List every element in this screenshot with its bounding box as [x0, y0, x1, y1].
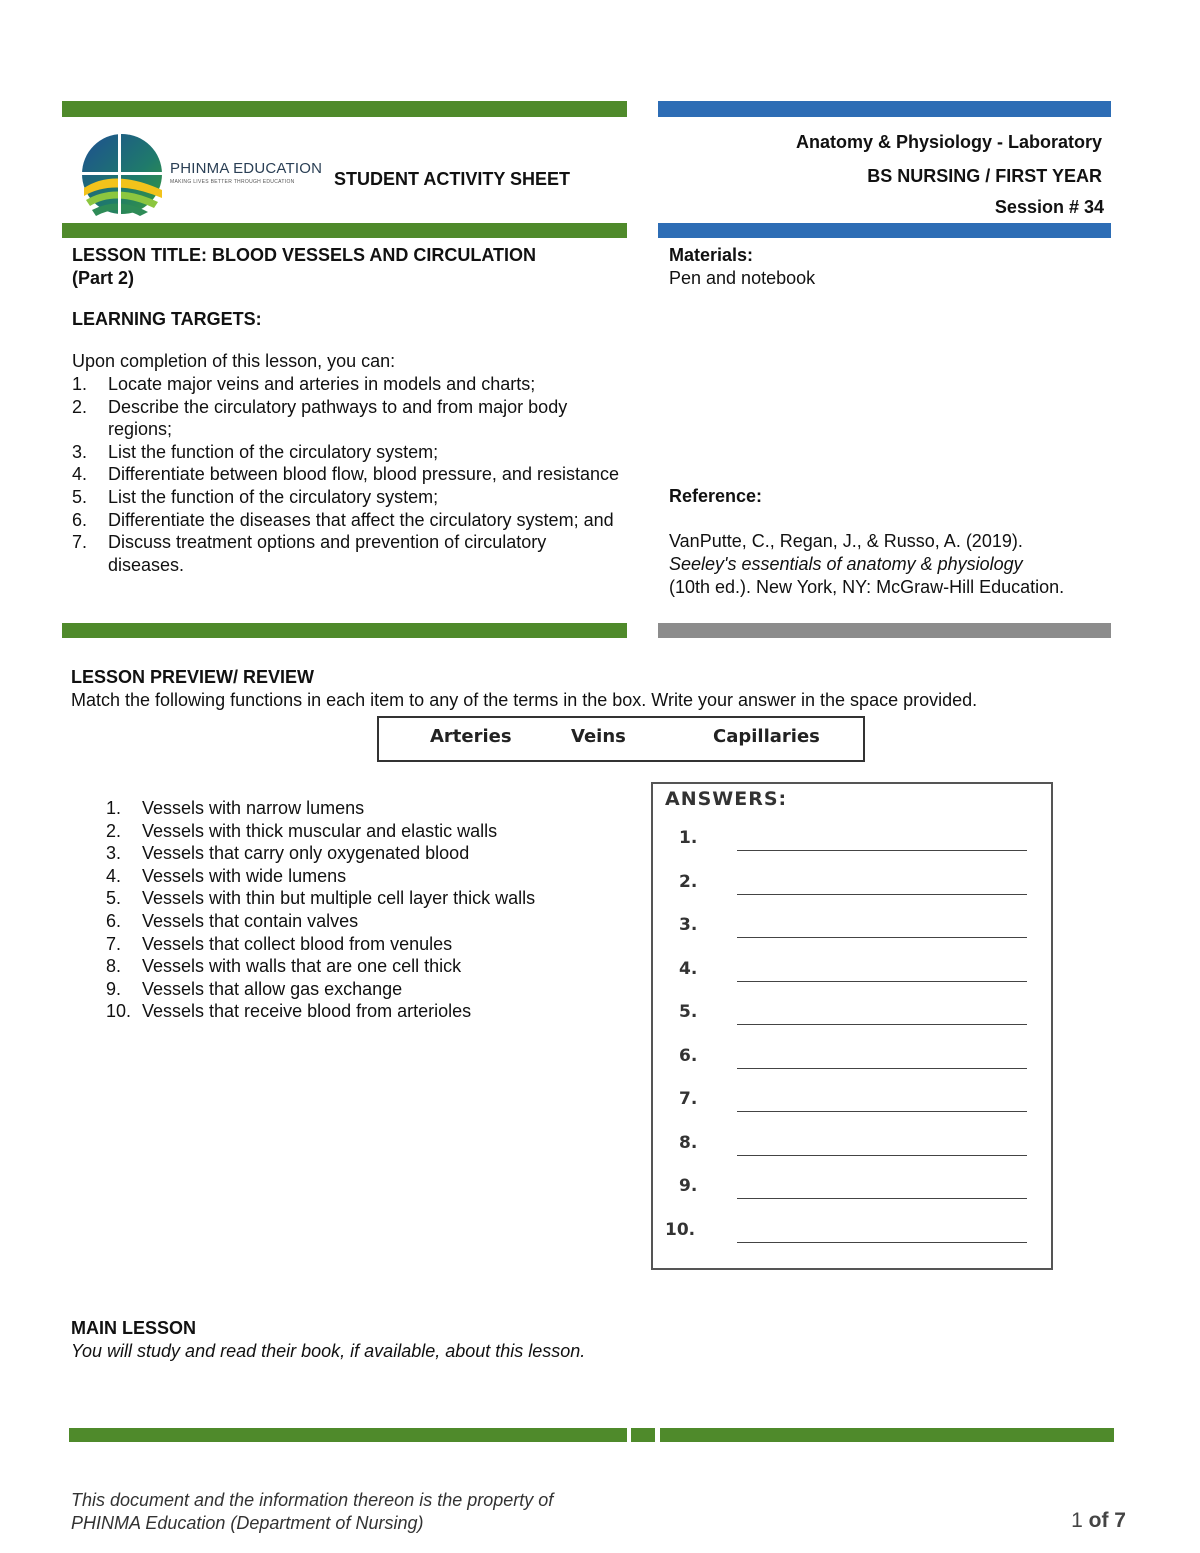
preview-item-text: Vessels with thin but multiple cell layer thick walls [142, 888, 536, 909]
preview-item [106, 865, 626, 888]
page-total: of 7 [1088, 1509, 1126, 1532]
materials-section [669, 244, 1109, 290]
footer-line-1: This document and the information thereon is the property of [71, 1490, 554, 1510]
learning-targets-heading: LEARNING TARGETS: [72, 309, 262, 329]
preview-instruction: Match the following functions in each item to any of the terms in the box. Write your answer in the space provided. [71, 690, 978, 710]
learning-target-text: Locate major veins and arteries in models and charts; [108, 374, 536, 394]
reference-authors: VanPutte, C., Regan, J., & Russo, A. (2019). [669, 531, 1023, 551]
answer-row [653, 1046, 1051, 1076]
section-left-bottom-bar [62, 623, 627, 638]
learning-target-item [72, 486, 620, 509]
answer-row [653, 915, 1051, 945]
page-current: 1 [1071, 1509, 1083, 1532]
answer-row [653, 1133, 1051, 1163]
learning-target-text: Discuss treatment options and prevention of circulatory diseases. [108, 532, 547, 575]
answer-blank-line[interactable] [737, 850, 1027, 851]
learning-target-item [72, 531, 620, 576]
answer-blank-line[interactable] [737, 1242, 1027, 1243]
reference-book-title: Seeley's essentials of anatomy & physiology [669, 554, 1023, 574]
answer-row [653, 1176, 1051, 1206]
preview-item-text: Vessels with walls that are one cell thick [142, 956, 462, 977]
preview-item [106, 1000, 626, 1023]
preview-item-number: 7. [106, 933, 122, 954]
answer-number: 6. [679, 1045, 698, 1066]
footer-bar-right [660, 1428, 1114, 1442]
learning-target-text: List the function of the circulatory system; [108, 486, 439, 507]
materials-heading: Materials: [669, 245, 754, 265]
preview-item-text: Vessels that receive blood from arterioles [142, 1001, 472, 1022]
learning-target-text: Differentiate between blood flow, blood pressure, and resistance [108, 464, 619, 485]
reference-section [669, 485, 1109, 599]
learning-target-text: Differentiate the diseases that affect the circulatory system; and [108, 509, 614, 530]
learning-target-item [72, 373, 620, 396]
answer-row [653, 1002, 1051, 1032]
answer-row [653, 872, 1051, 902]
answer-number: 10. [665, 1219, 696, 1240]
preview-item-text: Vessels that collect blood from venules [142, 933, 453, 954]
terms-box [377, 716, 865, 762]
term-veins: Veins [571, 726, 626, 747]
preview-item [106, 887, 626, 910]
preview-item-text: Vessels with thick muscular and elastic walls [142, 820, 498, 841]
answer-number: 1. [679, 828, 698, 848]
answer-row [653, 1220, 1051, 1250]
learning-target-number: 2. [72, 396, 88, 417]
learning-target-item [72, 441, 620, 464]
answer-blank-line[interactable] [737, 1198, 1027, 1199]
preview-item [106, 842, 626, 865]
term-capillaries: Capillaries [713, 726, 820, 747]
answer-blank-line[interactable] [737, 1024, 1027, 1025]
preview-item-text: Vessels that contain valves [142, 910, 359, 931]
learning-target-item [72, 509, 620, 532]
answer-blank-line[interactable] [737, 981, 1027, 982]
materials-text: Pen and notebook [669, 268, 816, 288]
footer-line-2: PHINMA Education (Department of Nursing) [71, 1513, 424, 1533]
answer-blank-line[interactable] [737, 1068, 1027, 1069]
answer-blank-line[interactable] [737, 1111, 1027, 1112]
learning-target-text: Describe the circulatory pathways to and from major body regions; [108, 396, 568, 440]
learning-target-item [72, 396, 620, 441]
header-right-underbar [658, 223, 1111, 238]
learning-target-number: 6. [72, 509, 88, 530]
preview-item-text: Vessels that carry only oxygenated blood [142, 843, 470, 864]
learning-target-number: 4. [72, 464, 88, 485]
header-left-underbar [62, 223, 627, 238]
learning-target-number: 3. [72, 441, 88, 462]
answer-blank-line[interactable] [737, 894, 1027, 895]
preview-item [106, 820, 626, 843]
answers-box [651, 782, 1053, 1270]
preview-item-number: 6. [106, 910, 122, 931]
preview-item-number: 8. [106, 956, 122, 977]
course-title: Anatomy & Physiology - Laboratory [795, 132, 1102, 152]
answer-number: 7. [679, 1089, 698, 1109]
page-number [1071, 1509, 1126, 1533]
targets-intro: Upon completion of this lesson, you can: [72, 351, 396, 371]
answer-number: 4. [679, 958, 698, 979]
preview-item [106, 978, 626, 1001]
reference-publisher: (10th ed.). New York, NY: McGraw-Hill Education. [669, 577, 1065, 597]
phinma-logo [74, 128, 324, 220]
footer-bar-left [69, 1428, 627, 1442]
footer-bar-middle [631, 1428, 655, 1442]
lesson-title: LESSON TITLE: BLOOD VESSELS AND CIRCULATION [72, 245, 537, 265]
answer-number: 3. [679, 915, 698, 935]
reference-heading: Reference: [669, 486, 763, 506]
preview-items [106, 797, 626, 1023]
answers-heading: ANSWERS: [665, 788, 788, 810]
section-right-bottom-bar [658, 623, 1111, 638]
preview-item-number: 2. [106, 820, 122, 841]
preview-item-number: 3. [106, 843, 122, 864]
preview-item [106, 797, 626, 820]
answer-number: 9. [679, 1176, 698, 1196]
answer-number: 5. [679, 1002, 698, 1022]
answer-blank-line[interactable] [737, 1155, 1027, 1156]
learning-target-number: 7. [72, 532, 88, 553]
preview-item-number: 10. [106, 1001, 132, 1022]
logo-text: PHINMA EDUCATION [170, 160, 323, 177]
preview-item-number: 9. [106, 978, 122, 999]
session-label: Session # 34 [994, 197, 1104, 217]
term-arteries: Arteries [430, 726, 512, 747]
preview-heading: LESSON PREVIEW/ REVIEW [71, 667, 315, 687]
preview-item [106, 910, 626, 933]
program-label: BS NURSING / FIRST YEAR [867, 166, 1102, 186]
answer-number: 2. [679, 871, 698, 892]
answer-number: 8. [679, 1132, 698, 1153]
learning-target-number: 5. [72, 486, 88, 507]
top-right-bar [658, 101, 1111, 117]
top-left-bar [62, 101, 627, 117]
preview-item-number: 1. [106, 798, 122, 818]
logo-tagline: MAKING LIVES BETTER THROUGH EDUCATION [170, 179, 295, 185]
answer-blank-line[interactable] [737, 937, 1027, 938]
answer-row [653, 828, 1051, 858]
logo-emblem-icon [74, 128, 166, 220]
preview-item [106, 955, 626, 978]
learning-target-text: List the function of the circulatory system; [108, 441, 439, 462]
preview-item-number: 4. [106, 865, 122, 886]
items-list [106, 797, 626, 1023]
preview-item-number: 5. [106, 888, 122, 909]
preview-item [106, 933, 626, 956]
learning-target-item [72, 463, 620, 486]
answer-row [653, 1089, 1051, 1119]
answer-row [653, 959, 1051, 989]
sheet-title: STUDENT ACTIVITY SHEET [334, 169, 571, 189]
main-lesson-heading: MAIN LESSON [71, 1318, 197, 1338]
preview-item-text: Vessels that allow gas exchange [142, 978, 403, 999]
preview-item-text: Vessels with narrow lumens [142, 798, 365, 818]
learning-targets-list [72, 373, 620, 576]
learning-target-number: 1. [72, 374, 88, 394]
lesson-title-part: (Part 2) [72, 268, 135, 288]
preview-item-text: Vessels with wide lumens [142, 865, 347, 886]
lesson-section [72, 244, 620, 576]
main-lesson-text: You will study and read their book, if available, about this lesson. [71, 1341, 586, 1361]
